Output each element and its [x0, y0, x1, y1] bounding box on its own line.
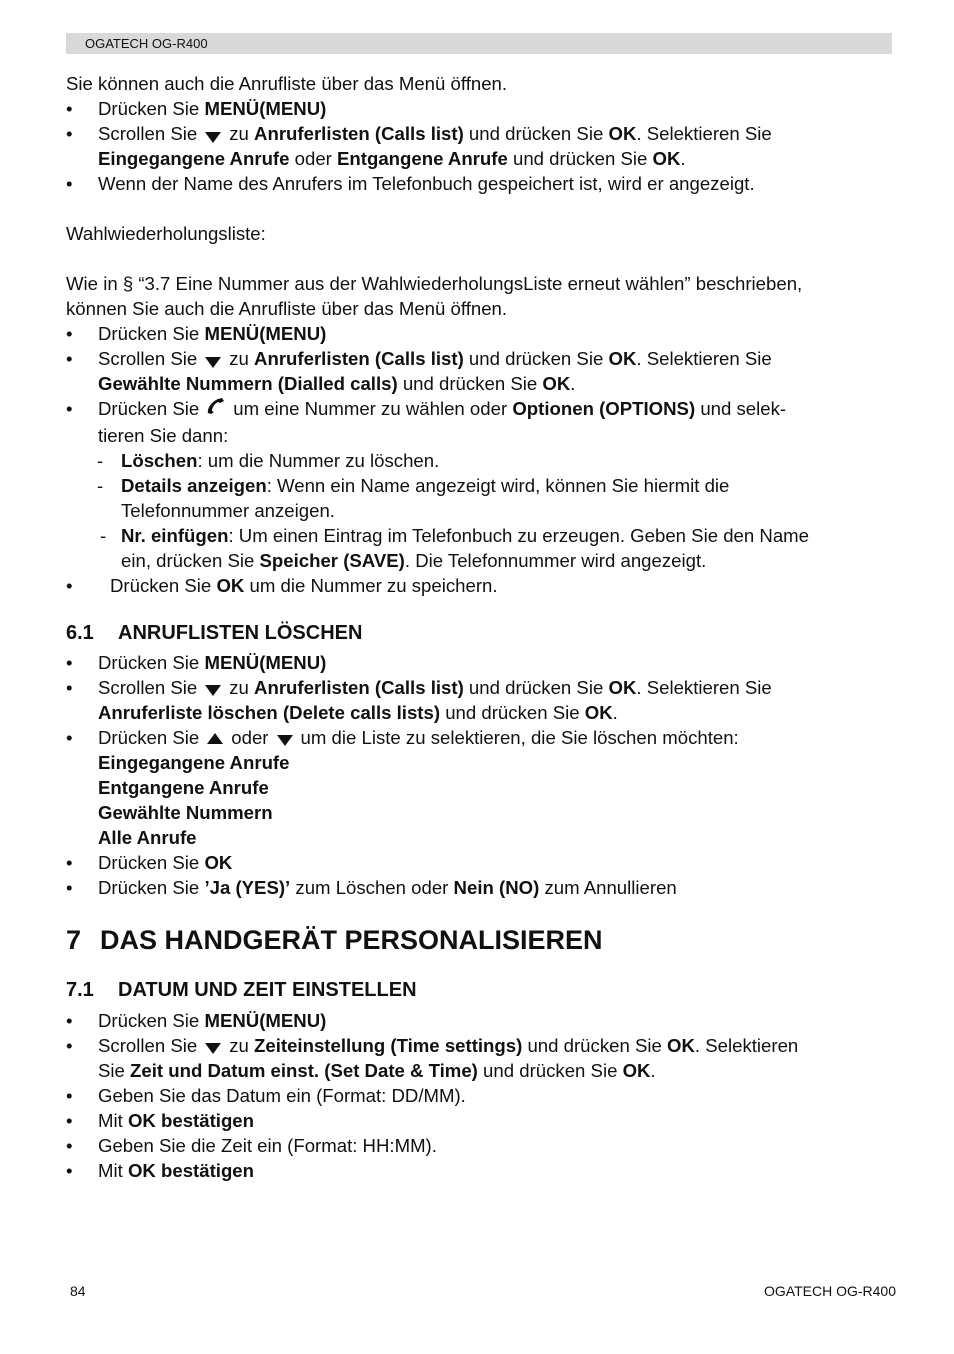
paragraph-heading: Wahlwiederholungsliste: — [66, 223, 266, 244]
option-item: Alle Anrufe — [98, 826, 197, 848]
list-item: • Geben Sie das Datum ein (Format: DD/MM). — [66, 1084, 466, 1106]
list-item: • Geben Sie die Zeit ein (Format: HH:MM). — [66, 1134, 437, 1156]
arrow-down-icon — [277, 735, 293, 746]
option-item: Gewählte Nummern — [98, 801, 273, 823]
paragraph: Sie können auch die Anrufliste über das Menü öffnen. — [66, 73, 508, 94]
list-sub-item: - Nr. einfügen: Um einen Eintrag im Telefonbuch zu erzeugen. Geben Sie den Name ein, drücken Sie Speicher (SAVE). Die Telefonnummer wird angezeigt. — [100, 524, 809, 571]
header-bar — [66, 33, 892, 54]
header-title: OGATECH OG-R400 — [85, 36, 208, 51]
list-item: • Drücken Sie oder um die Liste zu selektieren, die Sie löschen möchten: — [66, 726, 739, 748]
list-item: • Wenn der Name des Anrufers im Telefonbuch gespeichert ist, wird er angezeigt. — [66, 173, 755, 194]
list-item: • Scrollen Sie zu Anruferlisten (Calls list) und drücken Sie OK. Selektieren Sie Gewählte Nummern (Dialled calls) und drücken Sie OK. — [66, 348, 772, 394]
list-item: • Scrollen Sie zu Anruferlisten (Calls list) und drücken Sie OK. Selektieren Sie Anruferliste löschen (Delete calls lists) und drücken Sie OK. — [66, 676, 772, 723]
page-content — [66, 71, 892, 1183]
list-item: • Scrollen Sie zu Anruferlisten (Calls list) und drücken Sie OK. Selektieren Sie Eingegangene Anrufe oder Entgangene Anrufe und drücken Sie OK. — [66, 123, 772, 169]
arrow-down-icon — [205, 1043, 221, 1054]
phone-handset-icon — [205, 396, 227, 421]
option-item: Eingegangene Anrufe — [98, 751, 290, 773]
list-item: • Drücken Sie ’Ja (YES)’ zum Löschen oder Nein (NO) zum Annullieren — [66, 876, 677, 898]
arrow-up-icon — [207, 733, 223, 744]
list-item: • Drücken Sie OK um die Nummer zu speichern. — [66, 574, 498, 596]
arrow-down-icon — [205, 685, 221, 696]
list-item: • Drücken Sie MENÜ(MENU) — [66, 651, 327, 673]
list-item: • Mit OK bestätigen — [66, 1159, 254, 1181]
list-item: • Drücken Sie um eine Nummer zu wählen oder Optionen (OPTIONS) und selek- tieren Sie dann: — [66, 396, 892, 448]
arrow-down-icon — [205, 357, 221, 368]
list-item: • Drücken Sie OK — [66, 851, 233, 873]
arrow-down-icon — [205, 132, 221, 143]
chapter-heading: 7 DAS HANDGERÄT PERSONALISIEREN — [66, 924, 603, 955]
list-item: • Scrollen Sie zu Zeiteinstellung (Time settings) und drücken Sie OK. Selektieren Sie Zeit und Datum einst. (Set Date & Time) und drücken Sie OK. — [66, 1034, 799, 1081]
section-heading: 7.1 DATUM UND ZEIT EINSTELLEN — [66, 978, 417, 1001]
list-item: • Mit OK bestätigen — [66, 1109, 254, 1131]
page-number: 84 — [70, 1283, 86, 1299]
list-item: • Drücken Sie MENÜ(MENU) — [66, 98, 327, 119]
section-heading: 6.1 ANRUFLISTEN LÖSCHEN — [66, 621, 363, 644]
list-sub-item: - Details anzeigen: Wenn ein Name angezeigt wird, können Sie hiermit die Telefonnummer anzeigen. — [97, 474, 730, 521]
paragraph: Wie in § “3.7 Eine Nummer aus der WahlwiederholungsListe erneut wählen” beschrieben, können Sie auch die Anrufliste über das Menü öffnen. — [66, 273, 803, 319]
footer-title: OGATECH OG-R400 — [764, 1283, 896, 1299]
list-item: • Drücken Sie MENÜ(MENU) — [66, 323, 327, 344]
option-item: Entgangene Anrufe — [98, 776, 269, 798]
list-item: • Drücken Sie MENÜ(MENU) — [66, 1009, 327, 1031]
list-sub-item: - Löschen: um die Nummer zu löschen. — [97, 449, 440, 471]
